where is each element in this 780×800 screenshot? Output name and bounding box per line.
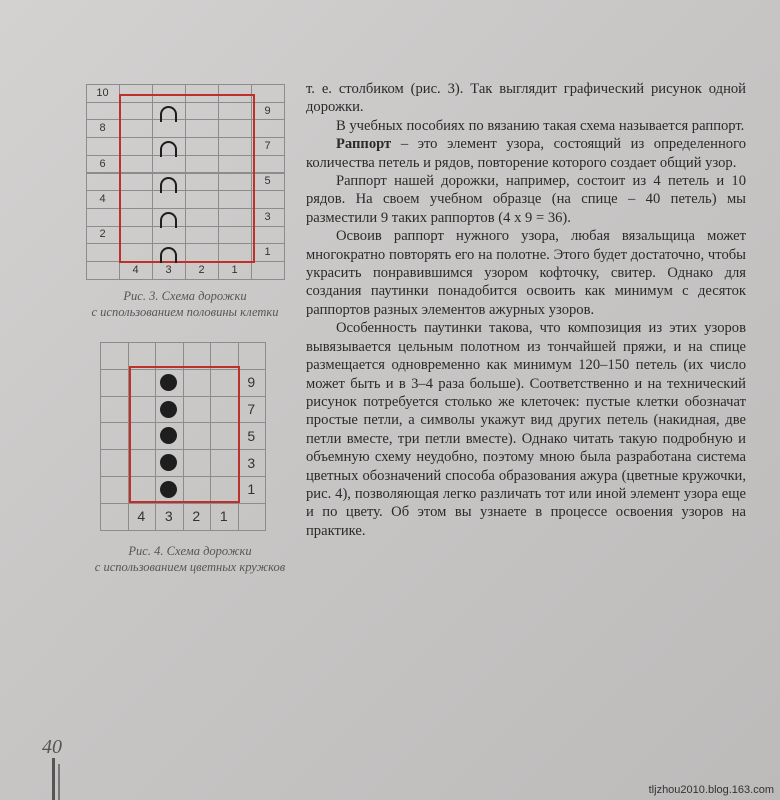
paragraph-1: т. е. столбиком (рис. 3). Так выглядит графический рисунок одной дорожки. [306, 81, 746, 116]
page-number: 40 [42, 736, 62, 758]
column-number: 2 [198, 263, 205, 276]
grid-cell [86, 261, 120, 280]
figure-3-chart [86, 84, 284, 279]
figure-3-caption [86, 288, 284, 320]
figure-4-chart [100, 342, 266, 530]
grid-cell [100, 396, 129, 424]
row-number: 10 [96, 86, 109, 99]
row-number: 9 [264, 104, 271, 117]
paragraph-5: Освоив раппорт нужного узора, любая вязальщица может многократно повторять его на полотне. Этого будет достаточно, чтобы украсить понравившимся узором кофточку, свитер. Однако для создания паутинки понадобится освоить как минимум с десяток раппортов разных элементов ажурных узоров. [306, 228, 746, 318]
column-number: 1 [219, 508, 228, 525]
grid-cell [86, 208, 120, 227]
row-number: 8 [99, 122, 106, 135]
column-number: 1 [231, 263, 238, 276]
grid-cell [100, 476, 129, 504]
filled-circle-icon [160, 401, 177, 418]
filled-circle-icon [160, 374, 177, 391]
row-number: 9 [247, 374, 256, 391]
term-rapport: Раппорт [336, 136, 392, 153]
watermark: tljzhou2010.blog.163.com [648, 784, 774, 796]
grid-cell [251, 261, 285, 280]
grid-cell [238, 342, 267, 370]
row-number: 1 [247, 481, 256, 498]
row-number: 6 [99, 157, 106, 170]
grid-cell [100, 422, 129, 450]
figure-4-caption-line1: Рис. 4. Схема дорожки [128, 544, 252, 558]
grid-cell [86, 173, 120, 192]
row-number: 7 [264, 139, 271, 152]
figure-4-caption [92, 543, 288, 575]
row-number: 3 [264, 210, 271, 223]
filled-circle-icon [160, 481, 177, 498]
paragraph-2: В учебных пособиях по вязанию такая схема называется раппорт. [336, 117, 745, 134]
column-number: 4 [137, 508, 146, 525]
half-circle-icon [160, 141, 177, 157]
half-circle-icon [160, 247, 177, 263]
body-text [306, 80, 746, 540]
row-number: 5 [264, 175, 271, 188]
grid-cell [86, 102, 120, 121]
grid-cell [86, 137, 120, 156]
grid-cell [100, 369, 129, 397]
half-circle-icon [160, 177, 177, 193]
half-circle-icon [160, 212, 177, 228]
column-number: 3 [165, 263, 172, 276]
grid-cell [238, 503, 267, 531]
grid-cell [251, 119, 285, 138]
rapport-border [129, 366, 240, 503]
grid-cell [251, 155, 285, 174]
grid-cell [100, 449, 129, 477]
grid-cell [86, 243, 120, 262]
half-circle-icon [160, 106, 177, 122]
grid-cell [251, 190, 285, 209]
grid-cell [100, 342, 129, 370]
figure-3-caption-line1: Рис. 3. Схема дорожки [123, 289, 247, 303]
grid-cell [100, 503, 129, 531]
figure-3-caption-line2: с использованием половины клетки [91, 305, 279, 319]
paragraph-4: Раппорт нашей дорожки, например, состоит из 4 петель и 10 рядов. На своем учебном образце (на спице – 40 петель) мы разместили 9 таких раппортов (4 х 9 = 36). [306, 173, 746, 226]
page-fold-mark [58, 764, 60, 800]
row-number: 7 [247, 400, 256, 417]
grid-cell [251, 84, 285, 103]
column-number: 4 [132, 263, 139, 276]
paragraph-3-text: – это элемент узора, состоящий из определенного количества петель и рядов, повторение которого создает общий узор. [306, 136, 746, 171]
column-number: 2 [192, 508, 201, 525]
row-number: 4 [99, 193, 106, 206]
page-fold-mark [52, 758, 55, 800]
row-number: 2 [99, 228, 106, 241]
figure-4-caption-line2: с использованием цветных кружков [94, 560, 286, 574]
paragraph-6: Особенность паутинки такова, что композиция из этих узоров вывязывается цельным полотном из тончайшей пряжи, и на спице размещается одновременно как минимум 120–150 петель (их число может быть и в 3–4 раза больше). Соответственно и на технический рисунок потребуется столько же клеточек: пустые клетки обозначат простые петли, а символы укажут вид других петель (накидная, две петли вместе, три петли вместе). Однако читать такую подробную и объемную схему неудобно, поэтому мною была разработана система цветных обозначений способа образования ажура (цветные кружочки, рис. 4), позволяющая легко различать тот или иной элемент узора еще и по цвету. Об этом вы узнаете в процессе освоения узоров на практике. [306, 320, 746, 539]
row-number: 5 [247, 427, 256, 444]
row-number: 1 [264, 246, 271, 259]
grid-cell [251, 226, 285, 245]
row-number: 3 [247, 454, 256, 471]
rapport-border [119, 94, 255, 263]
column-number: 3 [164, 508, 173, 525]
paragraph-3 [306, 135, 746, 172]
